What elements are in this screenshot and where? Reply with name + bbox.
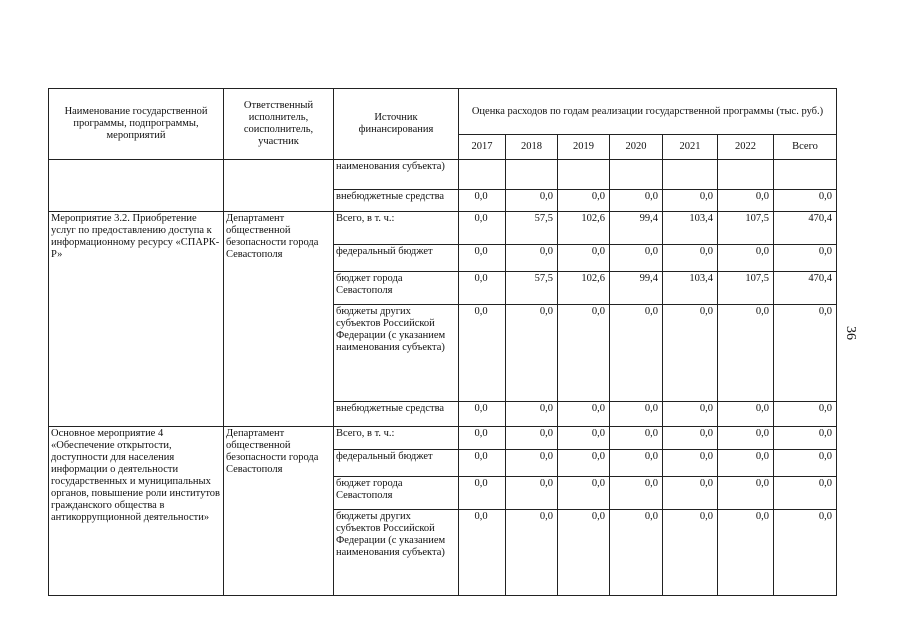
amount-cell: 0,0 [558, 477, 610, 510]
measure-name-cell: Мероприятие 3.2. Приобретение услуг по предоставлению доступа к информационному ресурсу «СПАРК-Р» [49, 212, 224, 427]
header-year: 2019 [558, 135, 610, 160]
amount-cell: 0,0 [459, 510, 506, 596]
amount-cell: 0,0 [718, 245, 774, 272]
amount-cell: 0,0 [774, 427, 837, 450]
amount-cell: 0,0 [663, 450, 718, 477]
expense-table [48, 88, 837, 596]
amount-cell: 0,0 [459, 427, 506, 450]
amount-cell: 0,0 [506, 402, 558, 427]
amount-cell: 0,0 [663, 510, 718, 596]
funding-source-cell: бюджеты других субъектов Российской Федерации (с указанием наименования субъекта) [334, 305, 459, 402]
amount-cell: 57,5 [506, 272, 558, 305]
amount-cell [774, 160, 837, 190]
amount-cell: 0,0 [558, 510, 610, 596]
amount-cell [663, 160, 718, 190]
page-number: 36 [843, 326, 858, 340]
amount-cell: 0,0 [558, 402, 610, 427]
amount-cell: 0,0 [506, 510, 558, 596]
amount-cell [506, 160, 558, 190]
amount-cell: 0,0 [610, 305, 663, 402]
header-responsible: Ответственный исполнитель, соисполнитель, участник [224, 89, 334, 160]
amount-cell: 0,0 [558, 427, 610, 450]
header-year-total: Всего [774, 135, 837, 160]
funding-source-cell: федеральный бюджет [334, 245, 459, 272]
amount-cell: 0,0 [718, 190, 774, 212]
table-row [49, 427, 837, 450]
amount-cell: 0,0 [663, 427, 718, 450]
amount-cell: 0,0 [459, 190, 506, 212]
amount-cell: 57,5 [506, 212, 558, 245]
responsible-cell: Департамент общественной безопасности города Севастополя [224, 212, 334, 427]
amount-cell [558, 160, 610, 190]
amount-cell: 103,4 [663, 272, 718, 305]
amount-cell: 0,0 [718, 477, 774, 510]
amount-cell: 0,0 [558, 190, 610, 212]
table-body [49, 160, 837, 596]
header-year: 2018 [506, 135, 558, 160]
header-name: Наименование государственной программы, подпрограммы, мероприятий [49, 89, 224, 160]
header-year: 2017 [459, 135, 506, 160]
amount-cell: 0,0 [663, 190, 718, 212]
amount-cell: 0,0 [663, 305, 718, 402]
responsible-cell [224, 160, 334, 212]
amount-cell: 0,0 [610, 477, 663, 510]
amount-cell: 0,0 [774, 510, 837, 596]
amount-cell: 0,0 [774, 305, 837, 402]
table-row [49, 212, 837, 245]
header-source: Источник финансирования [334, 89, 459, 160]
funding-source-cell: федеральный бюджет [334, 450, 459, 477]
amount-cell: 0,0 [558, 305, 610, 402]
amount-cell: 0,0 [718, 305, 774, 402]
amount-cell: 0,0 [459, 402, 506, 427]
amount-cell: 0,0 [610, 450, 663, 477]
funding-source-cell: бюджет города Севастополя [334, 272, 459, 305]
amount-cell: 0,0 [506, 245, 558, 272]
amount-cell: 0,0 [558, 245, 610, 272]
amount-cell: 0,0 [774, 477, 837, 510]
measure-name-cell: Основное мероприятие 4 «Обеспечение открытости, доступности для населения информации о деятельности государственных и муниципальных органов, повышение роли институтов гражданского общества в антикоррупционной деятельности» [49, 427, 224, 596]
amount-cell: 0,0 [610, 190, 663, 212]
amount-cell: 0,0 [774, 190, 837, 212]
funding-source-cell: наименования субъекта) [334, 160, 459, 190]
responsible-cell: Департамент общественной безопасности города Севастополя [224, 427, 334, 596]
amount-cell: 0,0 [663, 477, 718, 510]
amount-cell: 0,0 [459, 245, 506, 272]
amount-cell: 0,0 [774, 245, 837, 272]
amount-cell: 0,0 [610, 245, 663, 272]
amount-cell: 0,0 [506, 190, 558, 212]
amount-cell: 470,4 [774, 212, 837, 245]
amount-cell: 102,6 [558, 272, 610, 305]
amount-cell: 102,6 [558, 212, 610, 245]
amount-cell: 0,0 [459, 272, 506, 305]
amount-cell: 103,4 [663, 212, 718, 245]
amount-cell: 0,0 [610, 402, 663, 427]
amount-cell: 0,0 [459, 450, 506, 477]
funding-source-cell: Всего, в т. ч.: [334, 427, 459, 450]
funding-source-cell: внебюджетные средства [334, 190, 459, 212]
amount-cell: 107,5 [718, 212, 774, 245]
amount-cell: 470,4 [774, 272, 837, 305]
header-year: 2020 [610, 135, 663, 160]
amount-cell: 0,0 [459, 305, 506, 402]
funding-source-cell: бюджеты других субъектов Российской Федерации (с указанием наименования субъекта) [334, 510, 459, 596]
amount-cell: 0,0 [506, 427, 558, 450]
funding-source-cell: Всего, в т. ч.: [334, 212, 459, 245]
amount-cell: 0,0 [459, 477, 506, 510]
amount-cell [610, 160, 663, 190]
header-year: 2022 [718, 135, 774, 160]
header-year: 2021 [663, 135, 718, 160]
amount-cell: 0,0 [718, 402, 774, 427]
amount-cell: 107,5 [718, 272, 774, 305]
amount-cell: 0,0 [610, 427, 663, 450]
amount-cell: 0,0 [718, 450, 774, 477]
amount-cell [718, 160, 774, 190]
header-estimate: Оценка расходов по годам реализации государственной программы (тыс. руб.) [459, 89, 837, 135]
funding-source-cell: бюджет города Севастополя [334, 477, 459, 510]
amount-cell: 0,0 [663, 245, 718, 272]
amount-cell: 99,4 [610, 212, 663, 245]
amount-cell: 0,0 [506, 450, 558, 477]
amount-cell: 99,4 [610, 272, 663, 305]
amount-cell: 0,0 [774, 450, 837, 477]
funding-source-cell: внебюджетные средства [334, 402, 459, 427]
amount-cell: 0,0 [558, 450, 610, 477]
amount-cell: 0,0 [506, 477, 558, 510]
table-row [49, 160, 837, 190]
amount-cell: 0,0 [459, 212, 506, 245]
amount-cell [459, 160, 506, 190]
measure-name-cell [49, 160, 224, 212]
amount-cell: 0,0 [718, 427, 774, 450]
amount-cell: 0,0 [610, 510, 663, 596]
amount-cell: 0,0 [774, 402, 837, 427]
amount-cell: 0,0 [506, 305, 558, 402]
amount-cell: 0,0 [663, 402, 718, 427]
amount-cell: 0,0 [718, 510, 774, 596]
